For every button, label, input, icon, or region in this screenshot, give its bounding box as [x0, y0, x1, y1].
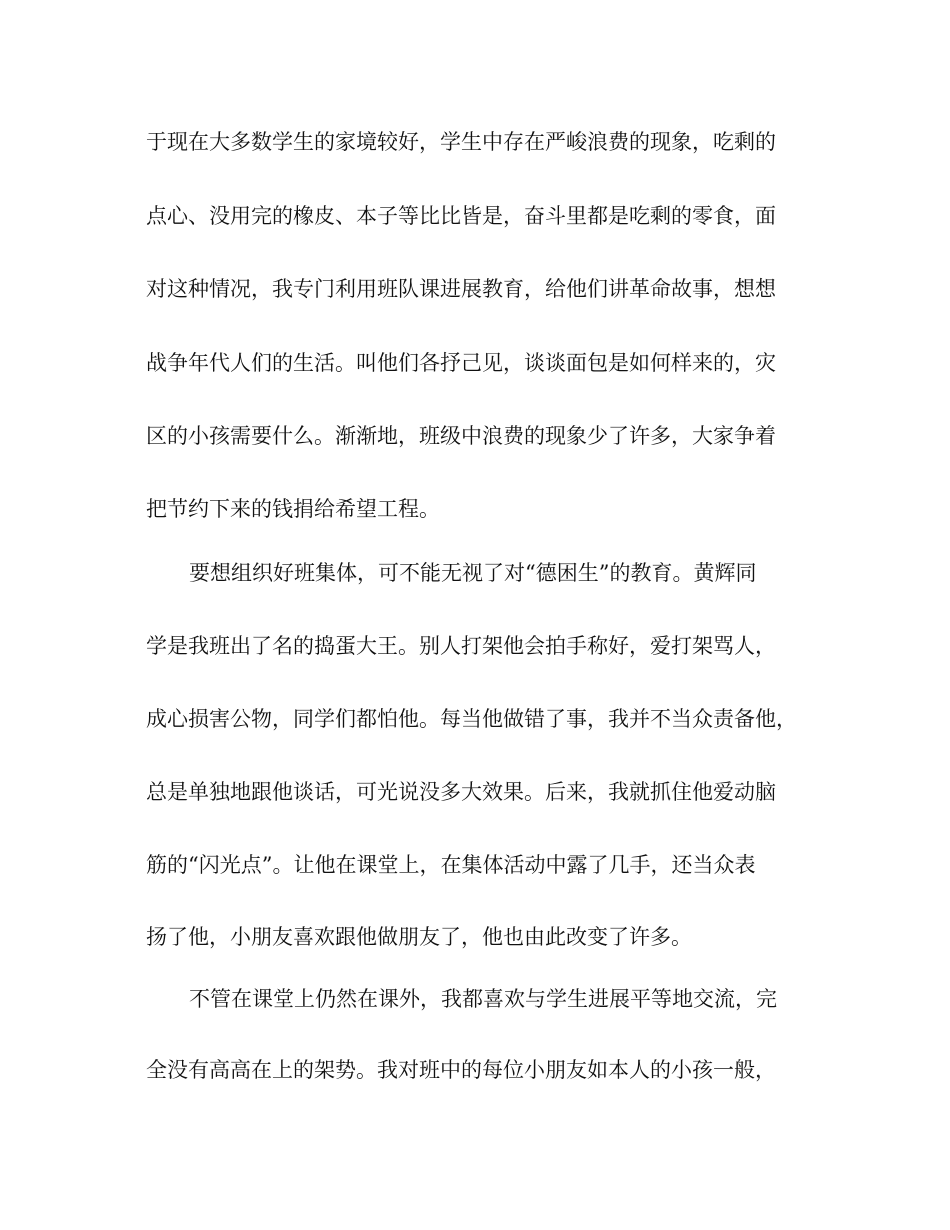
- text-line: 总是单独地跟他谈话，可光说没多大效果。后来，我就抓住他爱动脑: [146, 780, 776, 804]
- text-line: 扬了他，小朋友喜欢跟他做朋友了，他也由此改变了许多。: [146, 925, 692, 949]
- paragraph-first-line: 不管在课堂上仍然在课外，我都喜欢与学生进展平等地交流，完: [189, 987, 777, 1011]
- text-line: 对这种情况，我专门利用班队课进展教育，给他们讲革命故事，想想: [146, 277, 776, 301]
- text-line: 战争年代人们的生活。叫他们各抒己见，谈谈面包是如何样来的，灾: [146, 351, 776, 375]
- text-line: 区的小孩需要什么。渐渐地，班级中浪费的现象少了许多，大家争着: [146, 424, 776, 448]
- text-line: 成心损害公物，同学们都怕他。每当他做错了事，我并不当众责备他，: [146, 707, 797, 731]
- text-line: 全没有高高在上的架势。我对班中的每位小朋友如本人的小孩一般，: [146, 1058, 776, 1082]
- text-line: 学是我班出了名的捣蛋大王。别人打架他会拍手称好，爱打架骂人，: [146, 634, 776, 658]
- text-line: 点心、没用完的橡皮、本子等比比皆是，奋斗里都是吃剩的零食，面: [146, 204, 776, 228]
- text-line: 筋的“闪光点”。让他在课堂上，在集体活动中露了几手，还当众表: [146, 853, 756, 877]
- text-line: 于现在大多数学生的家境较好，学生中存在严峻浪费的现象，吃剩的: [146, 130, 776, 154]
- paragraph-first-line: 要想组织好班集体，可不能无视了对“德困生”的教育。黄辉同: [189, 561, 757, 585]
- text-line: 把节约下来的钱捐给希望工程。: [146, 497, 440, 521]
